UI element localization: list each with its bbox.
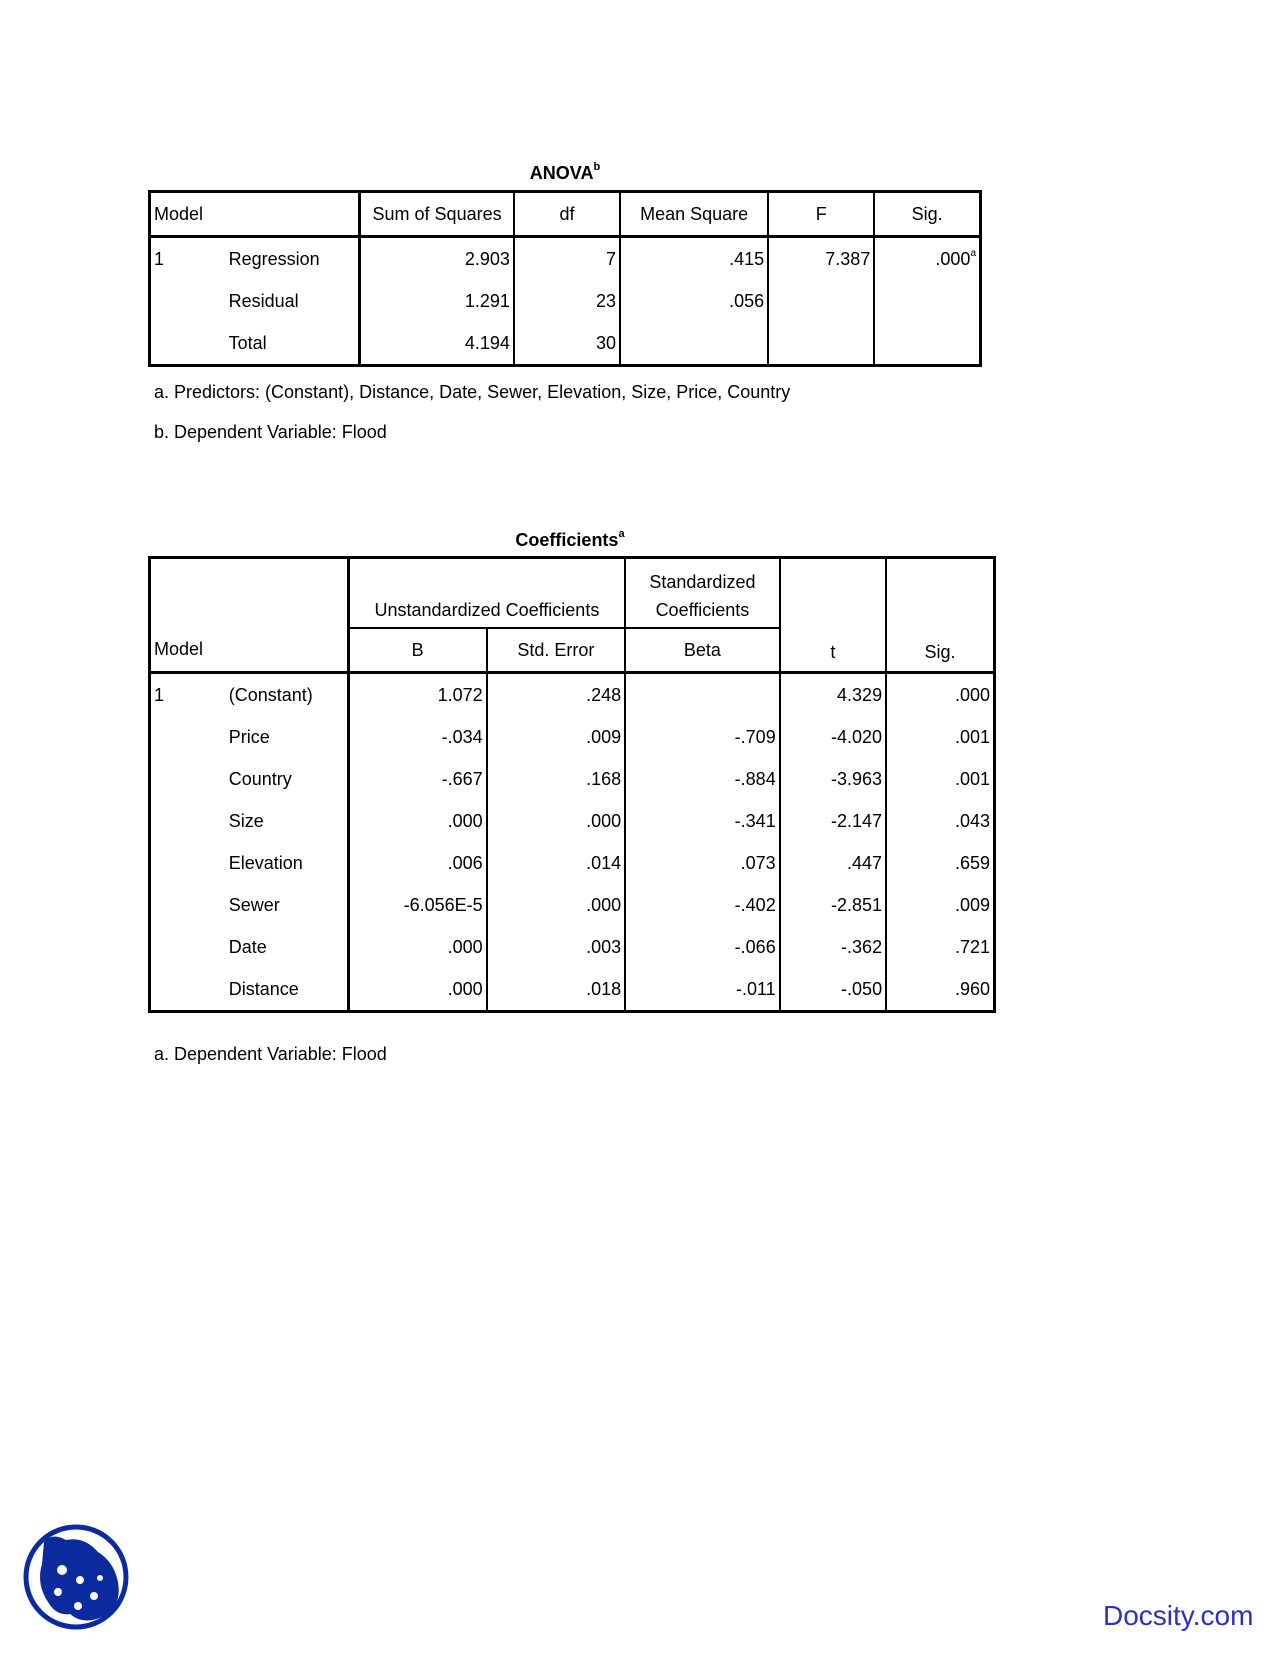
anova-header-sig: Sig. [874, 192, 980, 237]
coefficients-cell-sig: .721 [954, 936, 990, 957]
anova-row [150, 322, 981, 366]
anova-row-label: Regression [226, 237, 360, 281]
coefficients-cell-se: .009 [487, 716, 625, 758]
coefficients-cell-sig: .001 [954, 726, 990, 747]
coefficients-cell-se: .248 [487, 673, 625, 717]
coefficients-cell-beta: -.402 [625, 884, 780, 926]
coefficients-title-text: Coefficients [515, 530, 619, 550]
coefficients-model-blank [150, 758, 226, 800]
anova-table [148, 190, 982, 367]
coefficients-title-sup: a [618, 528, 625, 540]
anova-header-model: Model [150, 192, 360, 237]
coefficients-model-blank [150, 800, 226, 842]
coefficients-cell-b: .000 [348, 968, 486, 1012]
anova-header-df: df [514, 192, 620, 237]
anova-sig-sup: a [970, 247, 976, 259]
coefficients-cell-se: .018 [487, 968, 625, 1012]
anova-cell-sig [874, 280, 980, 322]
anova-cell-ms: .415 [620, 237, 768, 281]
anova-model-blank [150, 280, 226, 322]
coefficients-row [150, 884, 995, 926]
anova-header-row [150, 192, 981, 237]
coefficients-model-number: 1 [154, 684, 165, 705]
coefficients-cell-sig: .659 [954, 852, 990, 873]
coefficients-cell-se: .000 [487, 884, 625, 926]
docsity-logo-icon [22, 1522, 130, 1632]
anova-row-label: Residual [226, 280, 360, 322]
coefficients-row [150, 800, 995, 842]
coefficients-row [150, 926, 995, 968]
coefficients-cell-beta: -.011 [625, 968, 780, 1012]
coefficients-title [150, 530, 990, 551]
anova-cell-sig [874, 322, 980, 366]
anova-cell-ms: .056 [620, 280, 768, 322]
anova-cell-ss: 1.291 [360, 280, 514, 322]
coefficients-cell-b: -6.056E-5 [348, 884, 486, 926]
coefficients-row-label: Price [226, 716, 348, 758]
coefficients-model-blank [150, 842, 226, 884]
coefficients-cell-se: .168 [487, 758, 625, 800]
coefficients-cell-t: -2.147 [780, 800, 886, 842]
coefficients-row-label: Elevation [226, 842, 348, 884]
docsity-logo-svg [22, 1522, 130, 1632]
coefficients-header-std-line2: Coefficients [625, 593, 780, 628]
anova-footnote-b: b. Dependent Variable: Flood [154, 422, 387, 442]
coefficients-table [148, 556, 996, 1013]
coefficients-header-t: t [780, 558, 886, 673]
coefficients-footnote: a. Dependent Variable: Flood [154, 1044, 387, 1064]
anova-cell-df: 30 [514, 322, 620, 366]
coefficients-cell-b: .000 [348, 800, 486, 842]
coefficients-cell-b: -.667 [348, 758, 486, 800]
coefficients-cell-sig: .009 [954, 894, 990, 915]
coefficients-cell-se: .014 [487, 842, 625, 884]
coefficients-header-row-1 [150, 558, 995, 594]
anova-title [150, 163, 980, 184]
coefficients-cell-sig: .000 [954, 684, 990, 705]
coefficients-cell-t: -.362 [780, 926, 886, 968]
coefficients-cell-sig: .960 [954, 978, 990, 999]
coefficients-cell-t: -.050 [780, 968, 886, 1012]
anova-sig-value: .000 [935, 248, 971, 269]
coefficients-row [150, 842, 995, 884]
coefficients-cell-b: -.034 [348, 716, 486, 758]
anova-cell-ss: 2.903 [360, 237, 514, 281]
coefficients-model-blank [150, 968, 226, 1012]
coefficients-row [150, 758, 995, 800]
coefficients-cell-beta: .073 [625, 842, 780, 884]
anova-model-number: 1 [154, 248, 165, 269]
coefficients-cell-t: .447 [780, 842, 886, 884]
coefficients-row-label: Date [226, 926, 348, 968]
anova-cell-sig [874, 237, 980, 281]
coefficients-cell-beta: -.884 [625, 758, 780, 800]
coefficients-header-b: B [348, 628, 486, 673]
coefficients-cell-sig: .001 [954, 768, 990, 789]
coefficients-row-label: Sewer [226, 884, 348, 926]
anova-cell-df: 7 [514, 237, 620, 281]
coefficients-cell-t: -4.020 [780, 716, 886, 758]
coefficients-row [150, 673, 995, 717]
coefficients-cell-se: .003 [487, 926, 625, 968]
coefficients-row-label: Distance [226, 968, 348, 1012]
coefficients-cell-sig: .043 [954, 810, 990, 831]
anova-cell-df: 23 [514, 280, 620, 322]
coefficients-cell-b: .000 [348, 926, 486, 968]
coefficients-header-sig: Sig. [886, 558, 994, 673]
docsity-brand-text[interactable]: Docsity.com [1103, 1600, 1254, 1631]
coefficients-cell-beta: -.709 [625, 716, 780, 758]
anova-header-ms: Mean Square [620, 192, 768, 237]
coefficients-cell-beta: -.341 [625, 800, 780, 842]
anova-cell-f: 7.387 [768, 237, 874, 281]
coefficients-header-unstd: Unstandardized Coefficients [348, 558, 625, 629]
anova-row [150, 237, 981, 281]
coefficients-row [150, 968, 995, 1012]
coefficients-row-label: Size [226, 800, 348, 842]
anova-cell-ms [620, 322, 768, 366]
anova-model-blank [150, 322, 226, 366]
coefficients-model-blank [150, 884, 226, 926]
coefficients-cell-b: 1.072 [348, 673, 486, 717]
coefficients-cell-beta: -.066 [625, 926, 780, 968]
coefficients-cell-t: -2.851 [780, 884, 886, 926]
anova-row-label: Total [226, 322, 360, 366]
anova-cell-f [768, 280, 874, 322]
coefficients-header-model: Model [150, 628, 349, 673]
coefficients-row [150, 716, 995, 758]
coefficients-header-beta: Beta [625, 628, 780, 673]
anova-cell-f [768, 322, 874, 366]
anova-footnote-a: a. Predictors: (Constant), Distance, Date, Sewer, Elevation, Size, Price, Country [154, 382, 791, 402]
anova-row [150, 280, 981, 322]
coefficients-cell-t: -3.963 [780, 758, 886, 800]
anova-header-ss: Sum of Squares [360, 192, 514, 237]
coefficients-header-se: Std. Error [487, 628, 625, 673]
coefficients-model-blank [150, 926, 226, 968]
coefficients-cell-beta [625, 673, 780, 717]
coefficients-cell-b: .006 [348, 842, 486, 884]
coefficients-cell-t: 4.329 [780, 673, 886, 717]
coefficients-cell-se: .000 [487, 800, 625, 842]
anova-title-sup: b [593, 161, 601, 173]
coefficients-header-std-line1: Standardized [625, 558, 780, 594]
anova-title-text: ANOVA [529, 163, 594, 183]
coefficients-model-blank [150, 716, 226, 758]
anova-header-f: F [768, 192, 874, 237]
anova-cell-ss: 4.194 [360, 322, 514, 366]
coefficients-row-label: Country [226, 758, 348, 800]
coefficients-header-blank [150, 558, 349, 629]
coefficients-row-label: (Constant) [226, 673, 348, 717]
